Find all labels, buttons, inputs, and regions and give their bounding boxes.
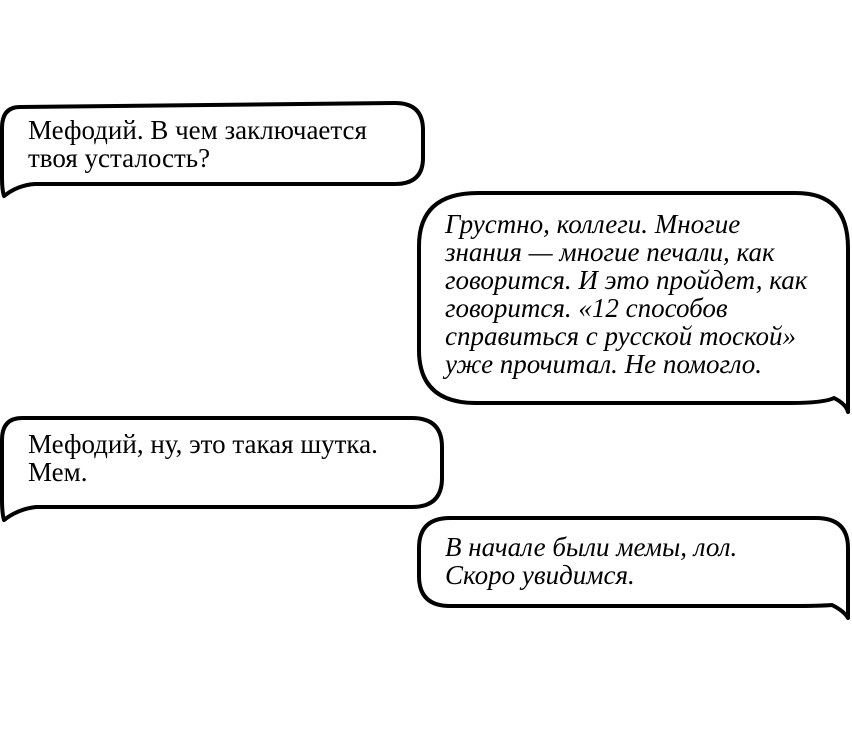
message-line: В начале были мемы, лол.	[445, 532, 738, 562]
message-line: говорится. «12 способов	[445, 293, 728, 323]
message-line: твоя усталость?	[28, 143, 211, 173]
message-left-2	[28, 430, 378, 486]
message-line: Мефодий. В чем заключается	[28, 115, 367, 145]
message-line: знания — многие печали, как	[445, 237, 775, 267]
message-right-1	[445, 210, 807, 378]
message-line: справиться с русской тоской»	[445, 321, 797, 351]
message-left-1	[28, 116, 367, 172]
message-line: Мем.	[28, 457, 88, 487]
message-line: уже прочитал. Не помогло.	[445, 349, 763, 379]
message-line: говорится. И это пройдет, как	[445, 265, 808, 295]
message-right-2	[445, 533, 737, 589]
message-line: Грустно, коллеги. Многие	[445, 209, 741, 239]
message-line: Скоро увидимся.	[445, 560, 635, 590]
message-line: Мефодий, ну, это такая шутка.	[28, 429, 378, 459]
